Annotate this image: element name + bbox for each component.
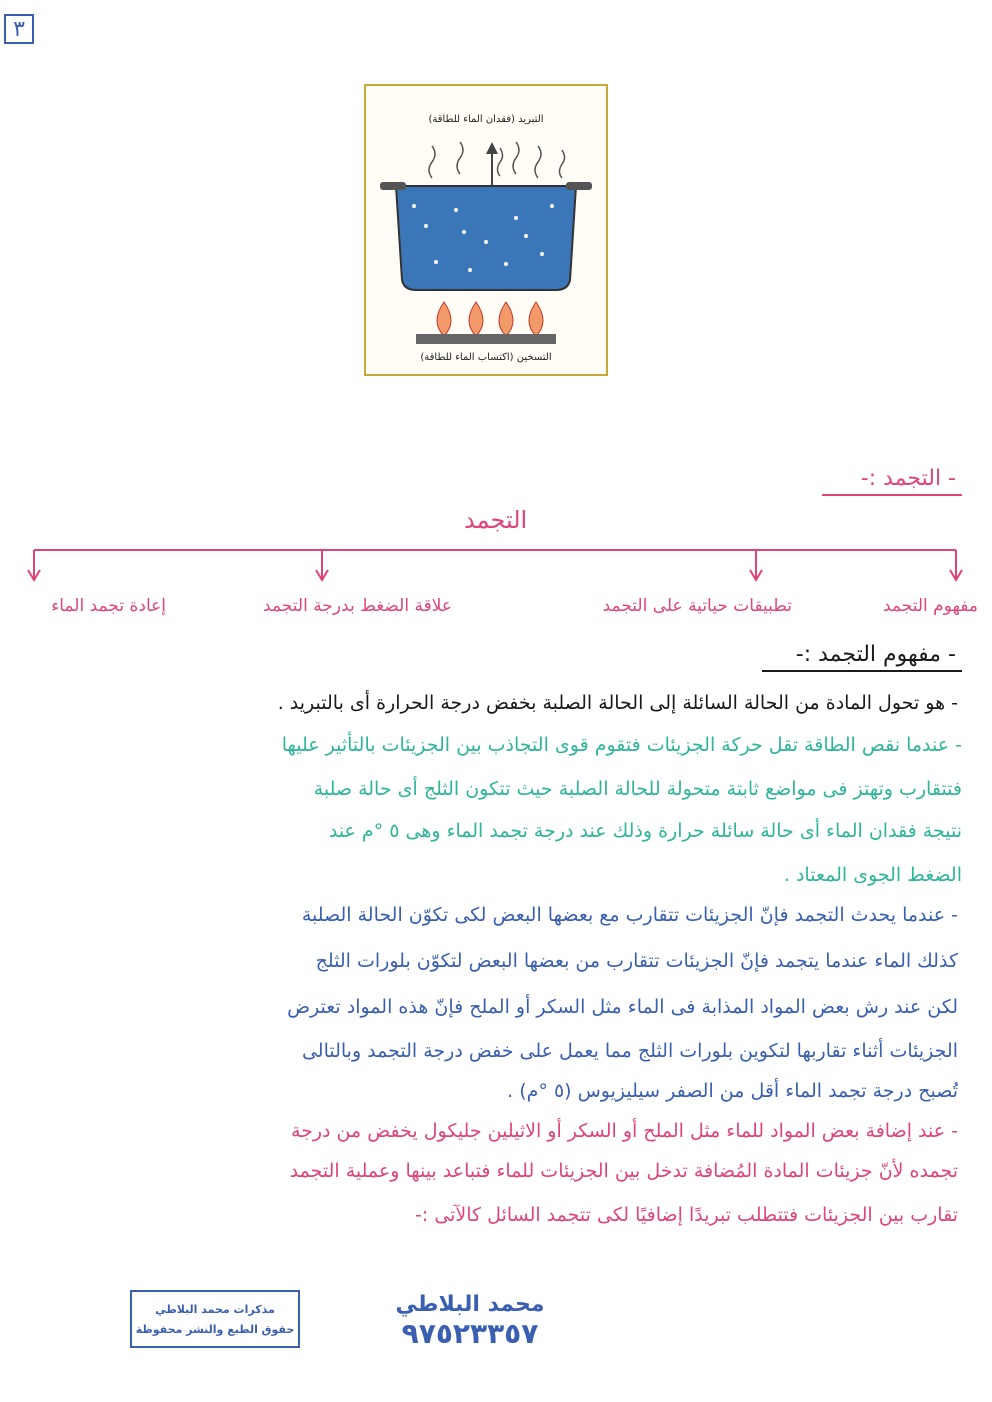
branch-concept: مفهوم التجمد: [882, 596, 978, 616]
pink-line: - عند إضافة بعض المواد للماء مثل الملح أو السكر أو الاثيلين جليكول يخفض من درجة: [290, 1120, 958, 1142]
blue-line: تُصبح درجة تجمد الماء أقل من الصفر سيليزيوس (٥ °م) .: [507, 1080, 958, 1102]
diagram-connectors: [0, 540, 992, 600]
page-number: ٣: [4, 14, 34, 44]
blue-line: الجزيئات أثناء تقاربها لتكوين بلورات الثلج مما يعمل على خفض درجة التجمد وبالتالى: [301, 1040, 958, 1062]
author-name: محمد البلاطي: [395, 1292, 545, 1317]
up-arrow-icon: [486, 142, 498, 188]
author-phone: ٩٧٥٢٣٣٥٧: [401, 1317, 539, 1350]
teal-line: - عندما نقص الطاقة تقل حركة الجزيئات فتقوم قوى التجاذب بين الجزيئات بالتأثير عليها: [281, 734, 962, 756]
pot-body-icon: [396, 186, 576, 290]
copyright-stamp: [130, 1290, 300, 1348]
burner-flames-icon: [416, 302, 556, 344]
concept-heading: - مفهوم التجمد :-: [795, 642, 956, 667]
figure-caption-heating: التسخين (اكتساب الماء للطاقة): [420, 352, 552, 363]
teal-line: الضغط الجوى المعتاد .: [783, 864, 962, 886]
definition-line: - هو تحول المادة من الحالة السائلة إلى الحالة الصلبة بخفض درجة الحرارة أى بالتبريد .: [277, 692, 958, 714]
blue-line: لكن عند رش بعض المواد المذابة فى الماء مثل السكر أو الملح فإنّ هذه المواد تعترض: [287, 996, 958, 1018]
stamp-line-2: حقوق الطبع والنشر محفوظة: [135, 1323, 295, 1336]
teal-line: فتتقارب وتهتز فى مواضع ثابتة متحولة للحالة الصلبة حيث تتكون الثلج أى حالة صلبة: [313, 778, 962, 800]
blue-line: كذلك الماء عندما يتجمد فإنّ الجزيئات تتقارب من بعضها البعض لتكوّن بلورات الثلج: [315, 950, 958, 972]
author-signature: [380, 1292, 560, 1350]
section-title-underline: [822, 492, 962, 498]
teal-line: نتيجة فقدان الماء أى حالة سائلة حرارة وذلك عند درجة تجمد الماء وهى ٥ °م عند: [328, 820, 962, 842]
section-title: - التجمد :-: [860, 466, 956, 491]
figure-caption-cooling: التبريد (فقدان الماء للطاقة): [428, 114, 544, 125]
branch-refreezing: إعادة تجمد الماء: [51, 596, 166, 616]
diagram-root: التجمد: [464, 506, 528, 534]
branch-pressure: علاقة الضغط بدرجة التجمد: [263, 596, 452, 616]
concept-heading-underline: [762, 668, 962, 674]
pink-line: تقارب بين الجزيئات فتتطلب تبريدًا إضافيًا لكى تتجمد السائل كالآتى :-: [415, 1204, 958, 1226]
pot-illustration: [366, 86, 606, 374]
pink-line: تجمده لأنّ جزيئات المادة المُضافة تدخل بين الجزيئات للماء فتباعد بينها وعملية التجمد: [289, 1160, 958, 1182]
boiling-pot-figure: [364, 84, 608, 376]
steam-lines-icon: [429, 142, 565, 178]
stamp-line-1: مذكرات محمد البلاطي: [155, 1303, 275, 1316]
blue-line: - عندما يحدث التجمد فإنّ الجزيئات تتقارب مع بعضها البعض لكى تكوّن الحالة الصلبة: [301, 904, 958, 926]
branch-applications: تطبيقات حياتية على التجمد: [602, 596, 792, 616]
